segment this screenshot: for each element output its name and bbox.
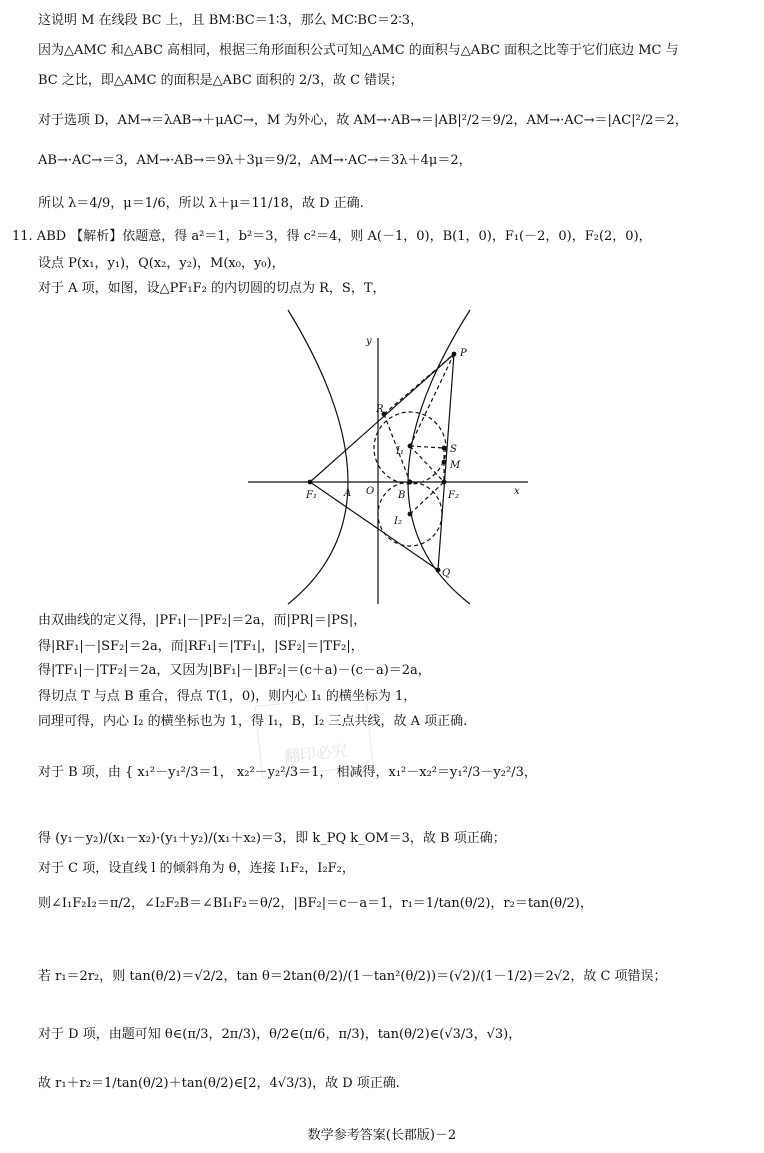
label-x: x <box>514 486 520 497</box>
label-f2: F₂ <box>448 490 459 501</box>
label-q: Q <box>442 568 451 579</box>
text-line-18: 则∠I₁F₂I₂＝π/2，∠I₂F₂B＝∠BI₁F₂＝θ/2，|BF₂|＝c－a＝1，r₁＝1/tan(θ/2)，r₂＝tan(θ/2)， <box>38 896 593 911</box>
label-r: R <box>376 404 384 415</box>
text-line-19: 若 r₁＝2r₂，则 tan(θ/2)＝√2/2，tan θ＝2tan(θ/2)/(1－tan²(θ/2))＝(√2)/(1－1/2)＝2√2，故 C 项错误； <box>38 969 667 984</box>
text-line-17: 对于 C 项，设直线 l 的倾斜角为 θ，连接 I₁F₂，I₂F₂， <box>38 861 355 876</box>
text-line-12: 得|TF₁|－|TF₂|＝2a，又因为|BF₁|－|BF₂|＝(c＋a)－(c－a)＝2a， <box>38 663 431 678</box>
text-line-5: AB→·AC→＝3，AM→·AB→＝9λ＋3μ＝9/2，AM→·AC→＝3λ＋4μ＝2， <box>38 153 472 168</box>
point-i1 <box>408 444 413 449</box>
label-i1: I₁ <box>396 446 404 457</box>
text-line-9: 对于 A 项，如图，设△PF₁F₂ 的内切圆的切点为 R，S，T， <box>38 281 386 296</box>
label-b: B <box>398 490 406 501</box>
hyperbola-figure <box>248 308 540 608</box>
text-line-2: 因为△AMC 和△ABC 高相同，根据三角形面积公式可知△AMC 的面积与△ABC 面积之比等于它们底边 MC 与 <box>38 43 679 58</box>
point-q <box>436 568 441 573</box>
text-line-7: 11. ABD 【解析】依题意，得 a²＝1，b²＝3，得 c²＝4，则 A(－1，0)，B(1，0)，F₁(－2，0)，F₂(2，0)， <box>12 229 652 244</box>
text-line-13: 得切点 T 与点 B 重合，得点 T(1，0)，则内心 I₁ 的横坐标为 1， <box>38 689 417 704</box>
point-b <box>408 480 413 485</box>
label-f1: F₁ <box>306 490 317 501</box>
text-line-15: 对于 B 项，由 { x₁²－y₁²/3＝1， x₂²－y₂²/3＝1， 相减得，x₁²－x₂²＝y₁²/3－y₂²/3， <box>38 765 537 780</box>
text-line-1: 这说明 M 在线段 BC 上，且 BM∶BC＝1∶3，那么 MC∶BC＝2∶3， <box>38 13 424 28</box>
text-line-11: 得|RF₁|－|SF₂|＝2a，而|RF₁|＝|TF₁|，|SF₂|＝|TF₂|， <box>38 639 364 654</box>
text-line-4: 对于选项 D，AM→＝λAB→＋μAC→，M 为外心，故 AM→·AB→＝|AB|²/2＝9/2，AM→·AC→＝|AC|²/2＝2， <box>38 113 688 128</box>
point-s <box>442 446 447 451</box>
label-p: P <box>460 348 467 359</box>
text-line-3: BC 之比，即△AMC 的面积是△ABC 面积的 2/3，故 C 错误； <box>38 73 404 88</box>
text-line-10: 由双曲线的定义得，|PF₁|－|PF₂|＝2a，而|PR|＝|PS|， <box>38 613 367 628</box>
label-m: M <box>450 460 461 471</box>
watermark-text: 翻印必究 <box>282 740 349 767</box>
point-m <box>442 460 447 465</box>
text-line-6: 所以 λ＝4/9，μ＝1/6，所以 λ＋μ＝11/18，故 D 正确. <box>38 196 364 211</box>
label-y: y <box>366 336 372 347</box>
text-line-16: 得 (y₁－y₂)/(x₁－x₂)·(y₁＋y₂)/(x₁＋x₂)＝3，即 k_PQ k_OM＝3，故 B 项正确； <box>38 831 506 846</box>
point-p <box>452 352 457 357</box>
page-footer: 数学参考答案(长郡版)－2 <box>307 1128 457 1143</box>
point-f2 <box>442 480 447 485</box>
text-line-21: 故 r₁＋r₂＝1/tan(θ/2)＋tan(θ/2)∈[2，4√3/3)，故 D 项正确. <box>38 1076 400 1091</box>
label-s: S <box>450 444 457 455</box>
label-i2: I₂ <box>394 516 402 527</box>
point-i2 <box>408 512 413 517</box>
text-line-14: 同理可得，内心 I₂ 的横坐标也为 1，得 I₁，B，I₂ 三点共线，故 A 项正确. <box>38 714 468 729</box>
label-o: O <box>366 486 375 497</box>
label-a: A <box>344 488 352 499</box>
point-f1 <box>308 480 313 485</box>
text-line-8: 设点 P(x₁，y₁)，Q(x₂，y₂)，M(x₀，y₀)， <box>38 256 285 271</box>
text-line-20: 对于 D 项，由题可知 θ∈(π/3，2π/3)，θ/2∈(π/6，π/3)，tan(θ/2)∈(√3/3，√3)， <box>38 1027 522 1042</box>
